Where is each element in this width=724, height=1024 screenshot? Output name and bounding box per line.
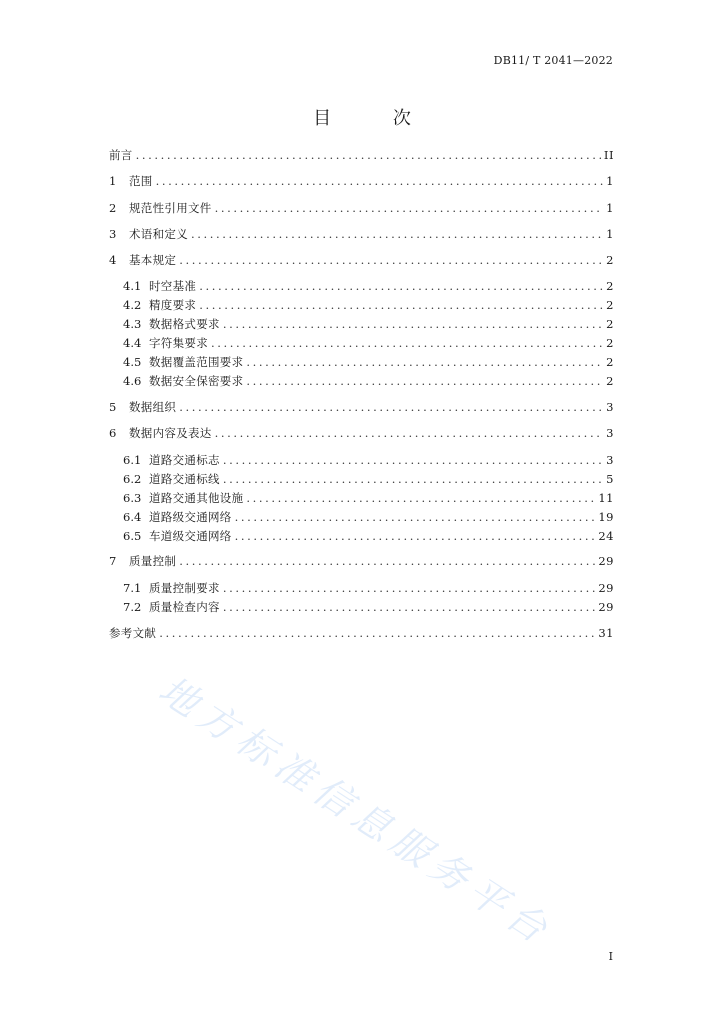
toc-leader <box>246 373 603 389</box>
toc-leader <box>223 471 603 487</box>
toc-leader <box>235 509 596 525</box>
toc-entry-5[interactable] <box>109 399 614 415</box>
toc-label: 质量控制要求 <box>149 581 220 595</box>
toc-label: 时空基准 <box>149 279 197 293</box>
toc-label: 车道级交通网络 <box>149 529 232 543</box>
toc-label: 道路交通标志 <box>149 453 220 467</box>
toc-number: 6.3 <box>123 491 142 505</box>
toc-label: 质量控制 <box>129 554 177 568</box>
toc-number: 3 <box>109 227 117 241</box>
toc-entry-4-6[interactable] <box>123 373 614 389</box>
toc-number: 4.5 <box>123 355 142 369</box>
toc-leader <box>179 252 603 268</box>
toc-leader <box>211 335 603 351</box>
toc-page: 2 <box>606 253 614 267</box>
toc-label: 道路交通其他设施 <box>149 491 244 505</box>
toc-page: 3 <box>606 426 614 440</box>
toc-page: II <box>603 148 614 162</box>
toc-page: 2 <box>606 336 614 350</box>
toc-label: 数据内容及表达 <box>129 426 212 440</box>
toc-number: 5 <box>109 400 117 414</box>
toc-label: 数据组织 <box>129 400 177 414</box>
toc-leader <box>159 625 595 641</box>
toc-leader <box>199 297 603 313</box>
toc-entry-6-2[interactable] <box>123 471 614 487</box>
toc-label: 精度要求 <box>149 298 197 312</box>
toc-number: 6.5 <box>123 529 142 543</box>
toc-page: 2 <box>606 298 614 312</box>
toc-page: 2 <box>606 279 614 293</box>
toc-leader <box>246 490 595 506</box>
toc-entry-7[interactable] <box>109 553 614 569</box>
toc-entry-7-1[interactable] <box>123 580 614 596</box>
toc-page: 2 <box>606 374 614 388</box>
toc-leader <box>215 200 604 216</box>
toc-page: 31 <box>598 626 614 640</box>
toc-leader <box>246 354 603 370</box>
toc-entry-6[interactable] <box>109 425 614 441</box>
toc-leader <box>223 316 603 332</box>
toc-leader <box>235 528 596 544</box>
toc-label: 字符集要求 <box>149 336 208 350</box>
toc-entry-4-1[interactable] <box>123 278 614 294</box>
toc-entry-6-3[interactable] <box>123 490 614 506</box>
toc-number: 4.6 <box>123 374 142 388</box>
toc-page: 5 <box>606 472 614 486</box>
toc-entry-4-4[interactable] <box>123 335 614 351</box>
toc-leader <box>215 425 604 441</box>
toc-page: 29 <box>598 554 614 568</box>
toc-number: 4.3 <box>123 317 142 331</box>
toc-leader <box>179 553 595 569</box>
toc-page: 2 <box>606 317 614 331</box>
toc-label: 道路交通标线 <box>149 472 220 486</box>
standard-code: DB11/ T 2041—2022 <box>493 54 613 67</box>
toc-number: 4.2 <box>123 298 142 312</box>
toc-label: 数据安全保密要求 <box>149 374 244 388</box>
toc-number: 7.2 <box>123 600 142 614</box>
footer-page-number: I <box>608 950 613 963</box>
toc-label: 范围 <box>129 174 153 188</box>
toc-label: 数据覆盖范围要求 <box>149 355 244 369</box>
toc-entry-1[interactable] <box>109 173 614 189</box>
toc-number: 7.1 <box>123 581 142 595</box>
toc-entry-4-3[interactable] <box>123 316 614 332</box>
toc-page: 11 <box>598 491 614 505</box>
toc-entry-7-2[interactable] <box>123 599 614 615</box>
toc-number: 2 <box>109 201 117 215</box>
toc-number: 6.2 <box>123 472 142 486</box>
toc-number: 6.4 <box>123 510 142 524</box>
toc-page: 2 <box>606 355 614 369</box>
toc-leader <box>223 580 596 596</box>
toc-page: 1 <box>606 174 614 188</box>
toc-number: 4 <box>109 253 117 267</box>
toc-page: 3 <box>606 453 614 467</box>
toc-entry-3[interactable] <box>109 226 614 242</box>
watermark: 地方标准信息服务平台 <box>151 667 561 955</box>
toc-entry-6-1[interactable] <box>123 452 614 468</box>
page-title: 目 次 <box>313 108 439 129</box>
toc-leader <box>156 173 604 189</box>
toc-leader <box>223 452 603 468</box>
toc-page: 29 <box>598 600 614 614</box>
toc-entry-6-4[interactable] <box>123 509 614 525</box>
toc-label: 规范性引用文件 <box>129 201 212 215</box>
toc-label: 质量检查内容 <box>149 600 220 614</box>
toc-entry-6-5[interactable] <box>123 528 614 544</box>
toc-leader <box>179 399 603 415</box>
toc-number: 7 <box>109 554 117 568</box>
toc-entry-2[interactable] <box>109 200 614 216</box>
toc-page: 1 <box>606 201 614 215</box>
toc-leader <box>199 278 603 294</box>
toc-leader <box>136 147 601 163</box>
toc-entry-references[interactable] <box>109 625 614 641</box>
toc-label: 道路级交通网络 <box>149 510 232 524</box>
toc-number: 6.1 <box>123 453 142 467</box>
toc-page: 19 <box>598 510 614 524</box>
toc-entry-4[interactable] <box>109 252 614 268</box>
toc-number: 4.1 <box>123 279 142 293</box>
toc-page: 3 <box>606 400 614 414</box>
toc-entry-foreword[interactable] <box>109 147 614 163</box>
toc-label: 基本规定 <box>129 253 177 267</box>
toc-number: 1 <box>109 174 117 188</box>
toc-label: 数据格式要求 <box>149 317 220 331</box>
toc-label: 参考文献 <box>109 626 157 640</box>
toc-number: 6 <box>109 426 117 440</box>
toc-page: 29 <box>598 581 614 595</box>
toc-number: 4.4 <box>123 336 142 350</box>
toc-leader <box>223 599 596 615</box>
toc-page: 24 <box>598 529 614 543</box>
toc-leader <box>191 226 603 242</box>
toc-entry-4-2[interactable] <box>123 297 614 313</box>
toc-page: 1 <box>606 227 614 241</box>
toc-label: 术语和定义 <box>129 227 188 241</box>
toc-entry-4-5[interactable] <box>123 354 614 370</box>
toc-label: 前言 <box>109 148 133 162</box>
